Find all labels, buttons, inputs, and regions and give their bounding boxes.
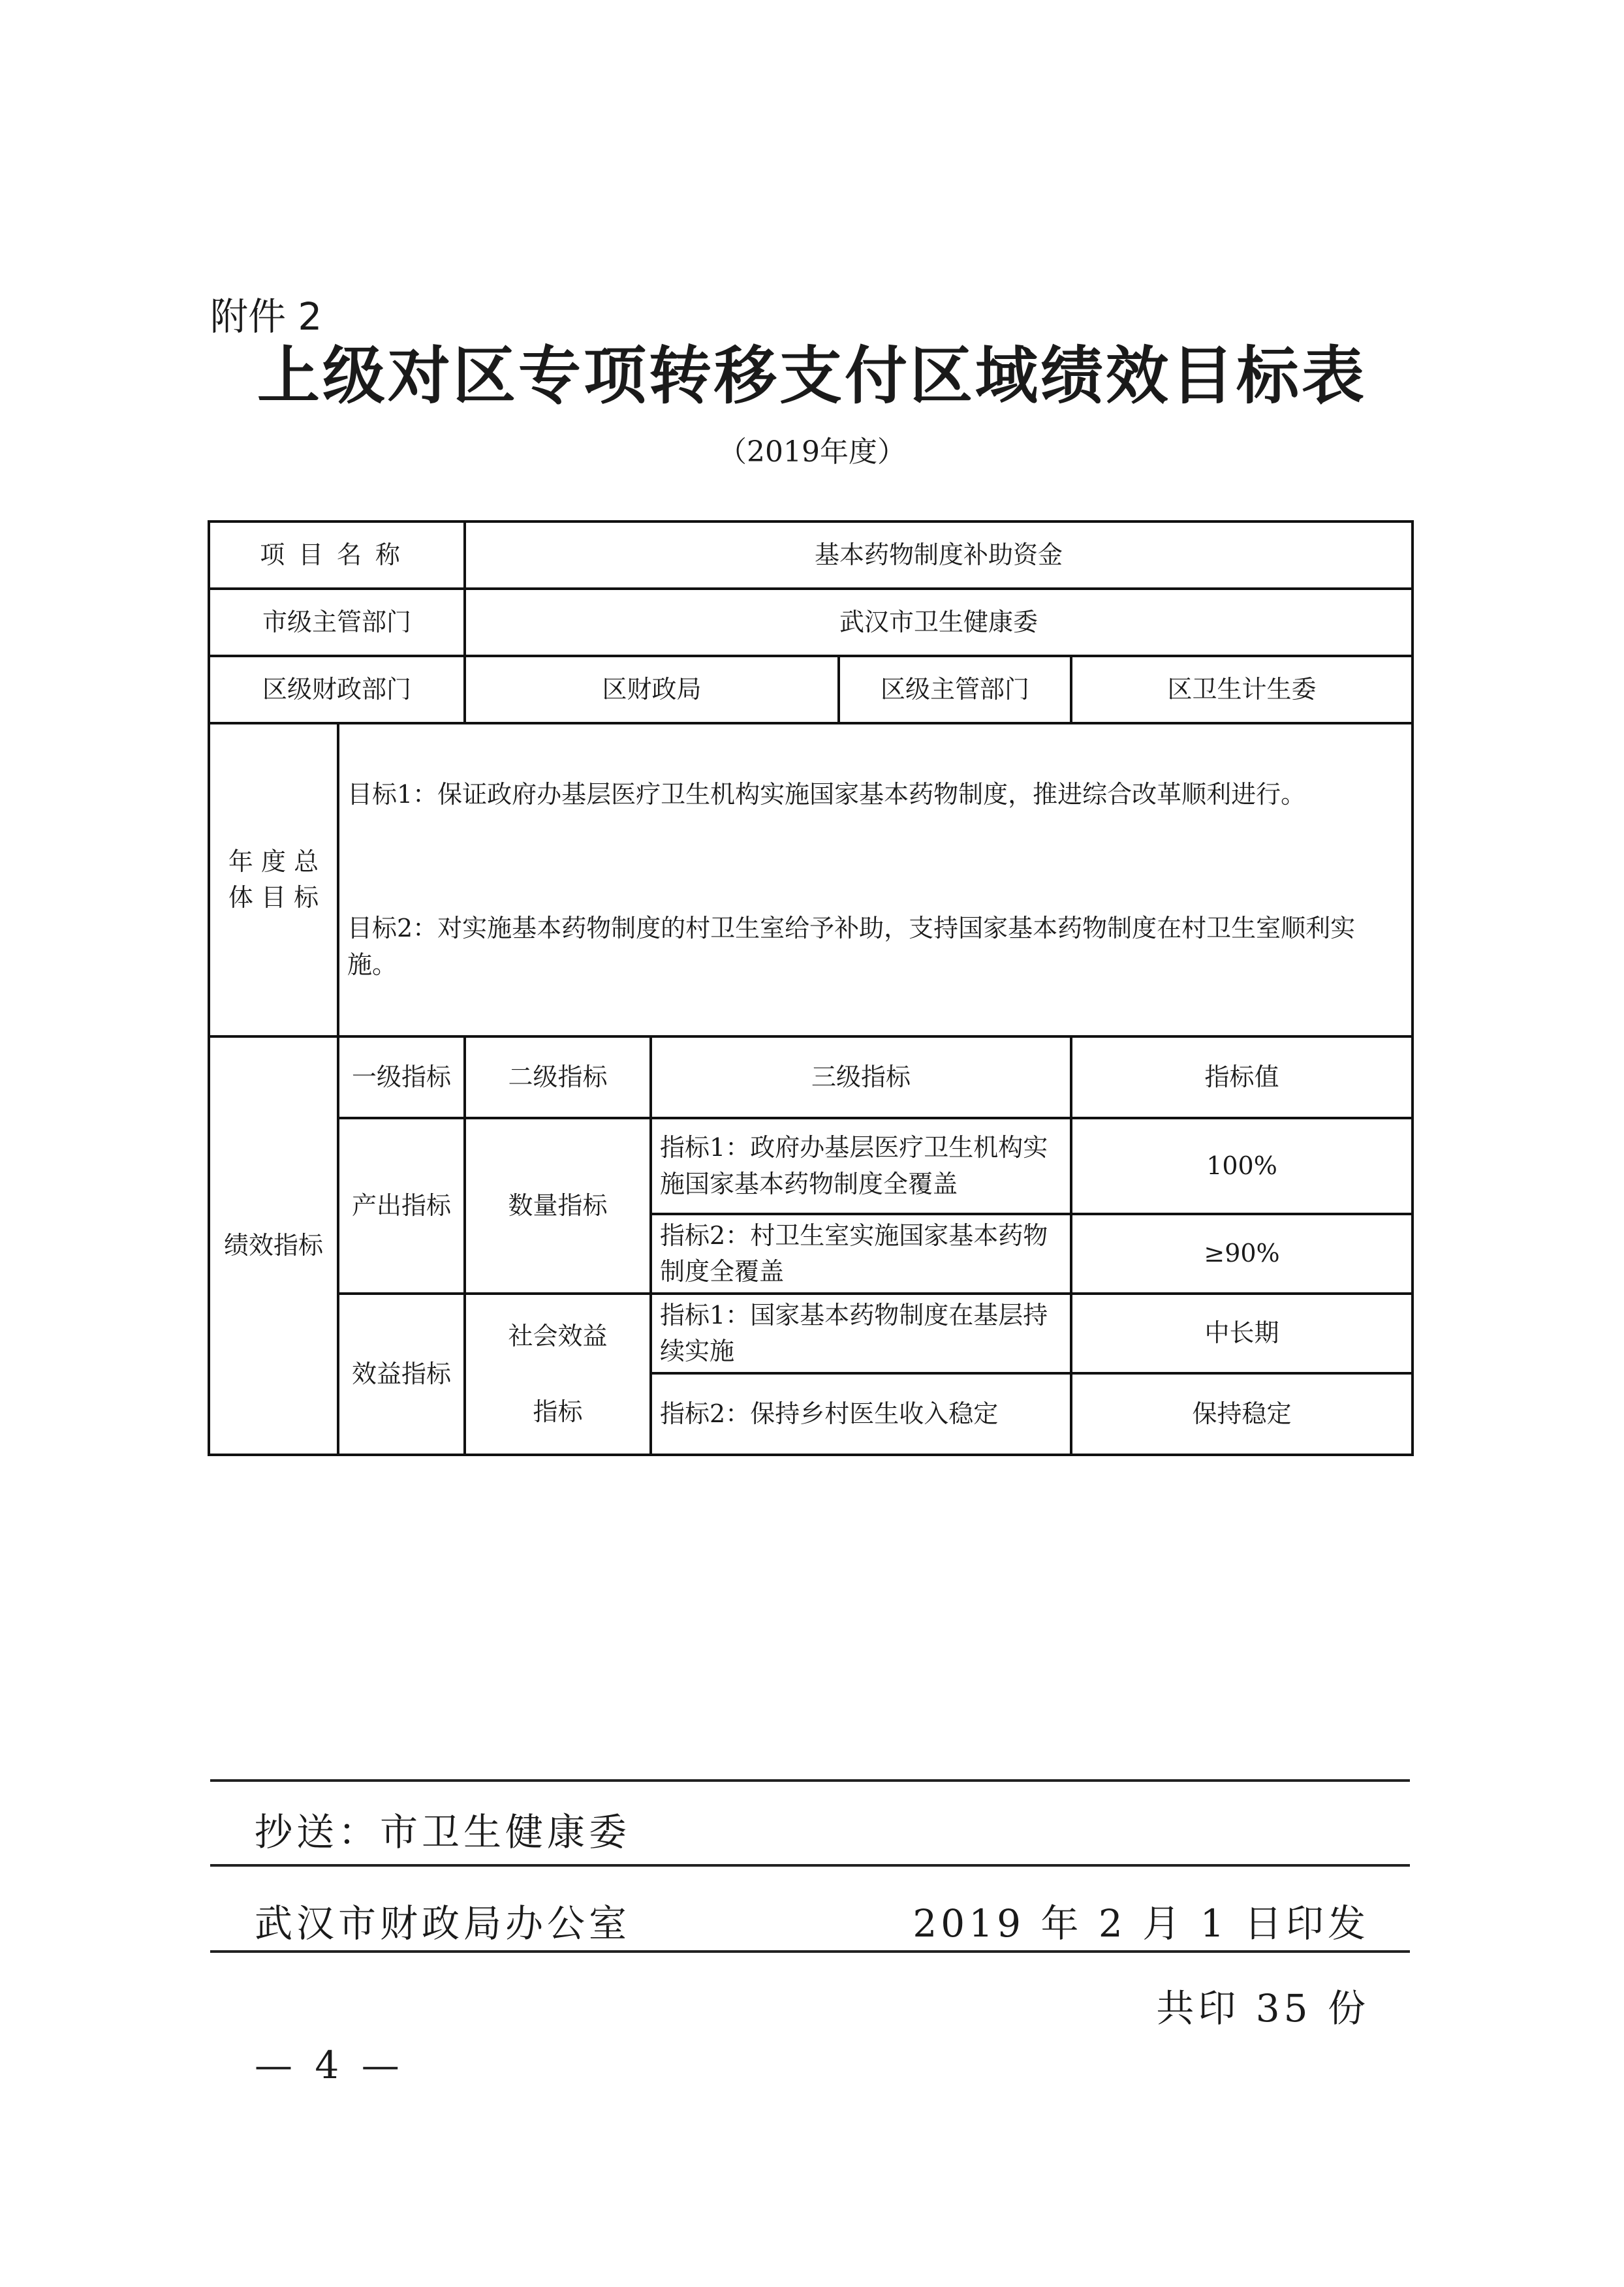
table-row: [209, 1294, 1413, 1373]
copies-count: 共印 35 份: [1156, 1986, 1369, 2030]
benefit-indicator-1: 指标1：国家基本药物制度在基层持续实施: [651, 1294, 1071, 1373]
district-finance-value: 区财政局: [465, 656, 839, 723]
social-benefit-label-line2: 指标: [533, 1397, 583, 1426]
output-indicator-1: 指标1：政府办基层医疗卫生机构实施国家基本药物制度全覆盖: [651, 1118, 1071, 1214]
city-dept-label: 市级主管部门: [209, 589, 465, 656]
footer-rule-top: [210, 1779, 1410, 1782]
issue-date: 2019 年 2 月 1 日印发: [913, 1901, 1369, 1946]
output-indicator-label: 产出指标: [338, 1118, 465, 1294]
goal-1: 目标1：保证政府办基层医疗卫生机构实施国家基本药物制度，推进综合改革顺利进行。: [347, 780, 1306, 809]
annual-goal-label-line2: 体 目 标: [228, 883, 319, 912]
goal-2: 目标2：对实施基本药物制度的村卫生室给予补助，支持国家基本药物制度在村卫生室顺利实施。: [347, 914, 1356, 979]
annual-goal-label-line1: 年 度 总: [228, 847, 319, 876]
table-row: [209, 589, 1413, 656]
issuer: 武汉市财政局办公室: [255, 1901, 631, 1946]
attachment-label: 附件 2: [210, 294, 322, 339]
project-name-label: 项目名称: [209, 521, 465, 589]
benefit-indicator-2: 指标2：保持乡村医生收入稳定: [651, 1373, 1071, 1455]
social-benefit-label-line1: 社会效益: [508, 1322, 608, 1351]
header-level3: 三级指标: [651, 1036, 1071, 1118]
benefit-indicator-label: 效益指标: [338, 1294, 465, 1455]
year-label: （2019年度）: [718, 435, 906, 469]
project-name-value: 基本药物制度补助资金: [465, 521, 1413, 589]
city-dept-value: 武汉市卫生健康委: [465, 589, 1413, 656]
district-finance-label: 区级财政部门: [209, 656, 465, 723]
output-value-2: ≥90%: [1071, 1214, 1413, 1294]
social-benefit-label: [465, 1294, 651, 1455]
output-value-1: 100%: [1071, 1118, 1413, 1214]
header-value: 指标值: [1071, 1036, 1413, 1118]
output-indicator-2: 指标2：村卫生室实施国家基本药物制度全覆盖: [651, 1214, 1071, 1294]
footer-rule-middle: [210, 1864, 1410, 1867]
header-level1: 一级指标: [338, 1036, 465, 1118]
annual-goal-label: [209, 723, 338, 1036]
page-number: — 4 —: [255, 2043, 405, 2087]
district-dept-value: 区卫生计生委: [1071, 656, 1413, 723]
annual-goals-cell: [338, 723, 1413, 1036]
performance-goal-table: [208, 520, 1414, 1456]
district-dept-label: 区级主管部门: [839, 656, 1071, 723]
cc-line: 抄送：市卫生健康委: [255, 1810, 631, 1854]
quantity-indicator-label: 数量指标: [465, 1118, 651, 1294]
table-row: [209, 521, 1413, 589]
table-row: [209, 656, 1413, 723]
benefit-value-1: 中长期: [1071, 1294, 1413, 1373]
header-level2: 二级指标: [465, 1036, 651, 1118]
table-row: [209, 723, 1413, 1036]
footer-rule-bottom: [210, 1950, 1410, 1953]
table-row: [209, 1036, 1413, 1118]
benefit-value-2: 保持稳定: [1071, 1373, 1413, 1455]
performance-indicator-label: 绩效指标: [209, 1036, 338, 1455]
table-row: [209, 1118, 1413, 1214]
document-title: 上级对区专项转移支付区域绩效目标表: [257, 339, 1367, 412]
